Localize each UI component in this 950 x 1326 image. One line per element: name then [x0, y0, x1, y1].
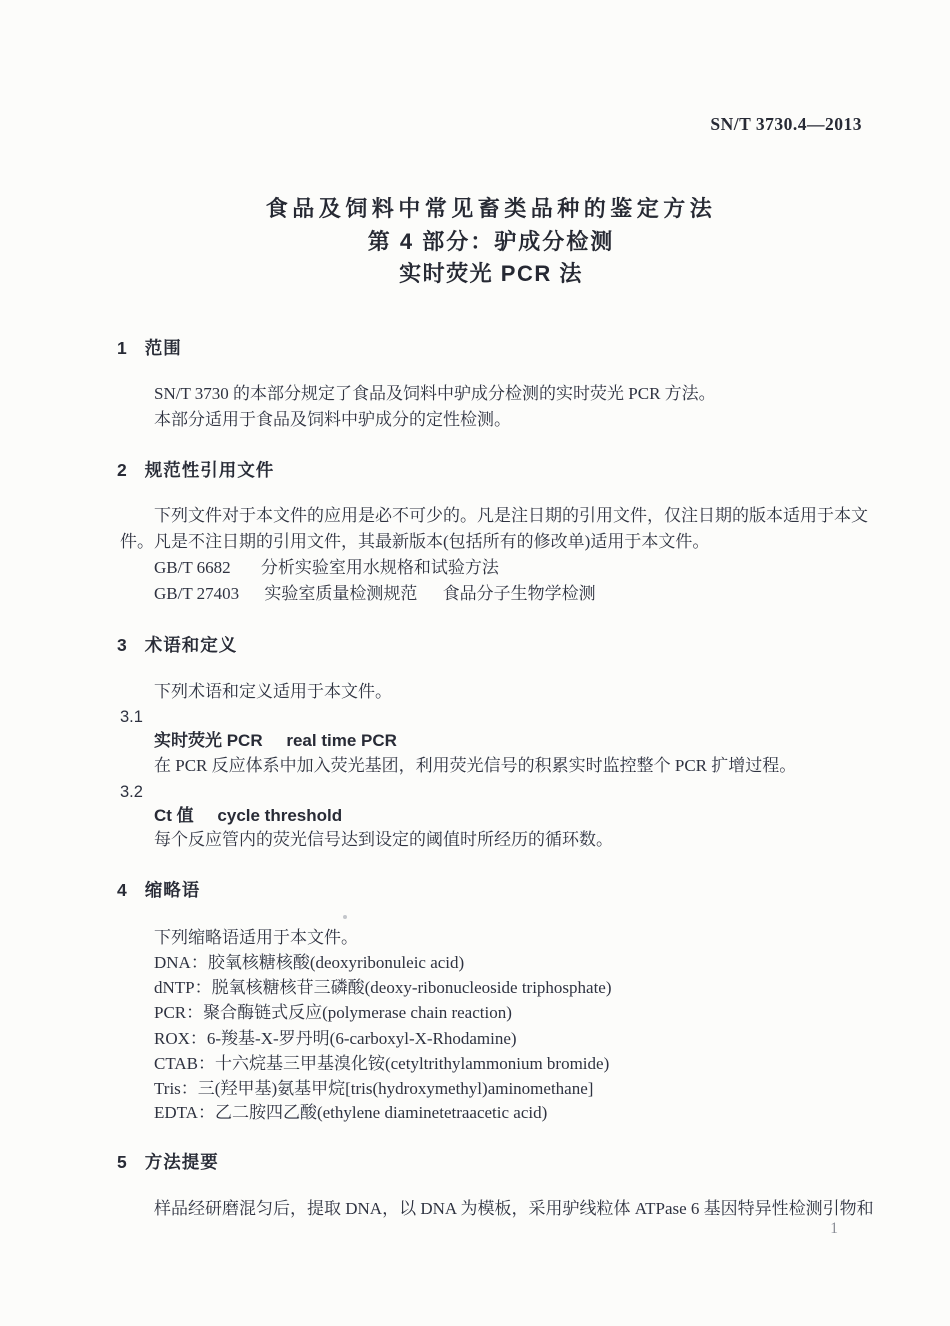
section-1-paragraph-1: SN/T 3730 的本部分规定了食品及饲料中驴成分检测的实时荧光 PCR 方法。 [154, 384, 716, 403]
normative-reference-2 [154, 582, 596, 606]
term-2-title [154, 804, 342, 828]
section-2-paragraph-line-1: 下列文件对于本文件的应用是必不可少的。凡是注日期的引用文件，仅注日期的版本适用于本文 [154, 506, 868, 525]
title-line-3: 实时荧光 PCR 法 [399, 261, 583, 286]
page-content [117, 0, 874, 1326]
section-3-number: 3 [117, 635, 128, 655]
section-4-intro: 下列缩略语适用于本文件。 [154, 928, 358, 947]
section-2-paragraph-line-2: 件。凡是不注日期的引用文件，其最新版本(包括所有的修改单)适用于本文件。 [120, 532, 710, 551]
section-1-title: 范围 [144, 338, 182, 358]
normative-reference-1 [154, 556, 499, 580]
term-1-english: real time PCR [286, 731, 397, 750]
section-4-number: 4 [117, 880, 128, 900]
term-2-number: 3.2 [120, 783, 143, 801]
section-3-intro: 下列术语和定义适用于本文件。 [154, 682, 392, 701]
reference-2-code: GB/T 27403 [154, 584, 240, 603]
abbreviation-tris: Tris：三(羟甲基)氨基甲烷[tris(hydroxymethyl)aminomethane] [154, 1079, 594, 1098]
term-1-number: 3.1 [120, 708, 143, 726]
term-1-title [154, 729, 397, 753]
reference-1-code: GB/T 6682 [154, 558, 231, 577]
document-title [120, 193, 862, 291]
section-1-number: 1 [117, 338, 128, 358]
reference-2-name-part-2: 食品分子生物学检测 [442, 584, 596, 603]
abbreviation-rox: ROX：6-羧基-X-罗丹明(6-carboxyl-X-Rhodamine) [154, 1029, 517, 1048]
section-2-number: 2 [117, 460, 128, 480]
term-1-chinese: 实时荧光 PCR [154, 731, 263, 750]
scan-artifact-dot [343, 915, 347, 919]
section-4-title: 缩略语 [144, 880, 201, 900]
section-1-paragraph-2: 本部分适用于食品及饲料中驴成分的定性检测。 [154, 410, 511, 429]
title-line-1: 食品及饲料中常见畜类品种的鉴定方法 [265, 196, 717, 221]
section-5-heading [117, 1151, 219, 1173]
section-2-title: 规范性引用文件 [144, 460, 275, 480]
title-line-2: 第 4 部分：驴成分检测 [367, 228, 615, 254]
term-2-definition: 每个反应管内的荧光信号达到设定的阈值时所经历的循环数。 [154, 830, 613, 849]
section-3-heading [117, 634, 237, 656]
section-5-number: 5 [117, 1152, 128, 1172]
term-2-english: cycle threshold [217, 806, 343, 825]
abbreviation-dna: DNA：胶氧核糖核酸(deoxyribonuleic acid) [154, 953, 465, 972]
reference-2-name-part-1: 实验室质量检测规范 [264, 584, 418, 603]
term-2-chinese: Ct 值 [154, 806, 194, 825]
abbreviation-ctab: CTAB：十六烷基三甲基溴化铵(cetyltrithylammonium bromide) [154, 1054, 610, 1073]
section-3-title: 术语和定义 [144, 635, 238, 655]
section-1-heading [117, 337, 182, 359]
abbreviation-pcr: PCR：聚合酶链式反应(polymerase chain reaction) [154, 1003, 512, 1022]
section-5-title: 方法提要 [144, 1152, 219, 1172]
section-2-heading [117, 459, 274, 481]
section-4-heading [117, 879, 200, 901]
section-5-paragraph-1: 样品经研磨混匀后，提取 DNA，以 DNA 为模板，采用驴线粒体 ATPase 6 基因特异性检测引物和 [154, 1199, 874, 1218]
page-number: 1 [830, 1220, 838, 1237]
abbreviation-edta: EDTA：乙二胺四乙酸(ethylene diaminetetraacetic acid) [154, 1103, 548, 1122]
abbreviation-dntp: dNTP：脱氧核糖核苷三磷酸(deoxy-ribonucleoside triphosphate) [154, 978, 612, 997]
reference-1-name: 分析实验室用水规格和试验方法 [260, 558, 499, 577]
term-1-definition: 在 PCR 反应体系中加入荧光基团，利用荧光信号的积累实时监控整个 PCR 扩增过程。 [154, 756, 797, 775]
standard-number: SN/T 3730.4—2013 [710, 114, 862, 134]
